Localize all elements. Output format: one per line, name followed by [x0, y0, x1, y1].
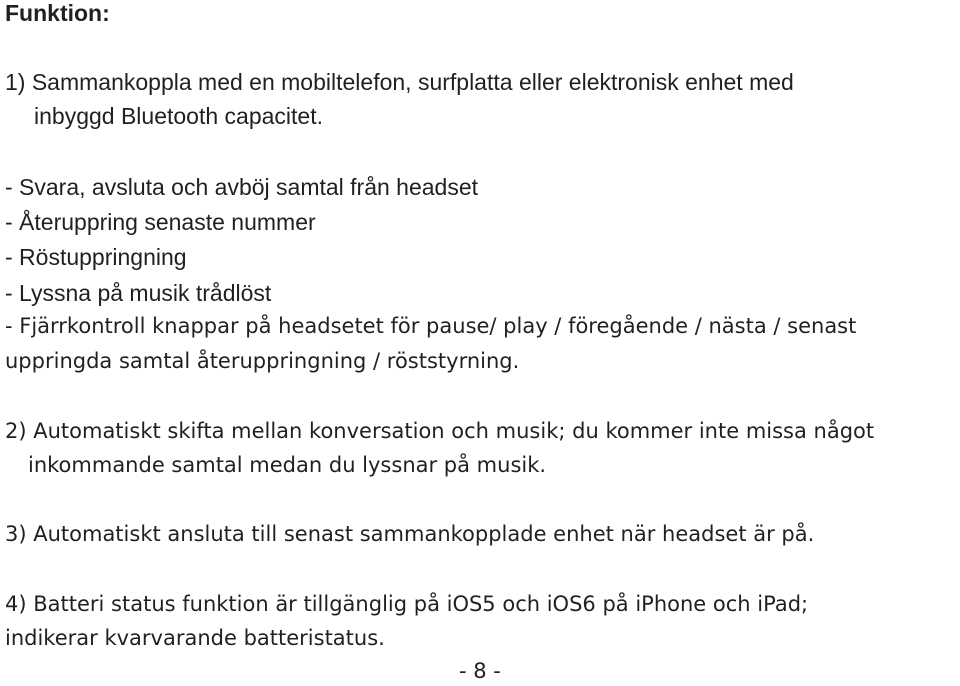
bullet-wireless-music: - Lyssna på musik trådlöst [5, 280, 272, 306]
item-1-line-2: inbyggd Bluetooth capacitet. [34, 103, 323, 129]
page-number: - 8 - [459, 659, 501, 683]
section-heading: Funktion: [5, 0, 110, 26]
item-2-line-1: 2) Automatiskt skifta mellan konversation och musik; du kommer inte missa något [5, 419, 875, 443]
item-3-line-1: 3) Automatiskt ansluta till senast sammankopplade enhet när headset är på. [5, 522, 815, 546]
item-4-line-1: 4) Batteri status funktion är tillgänglig på iOS5 och iOS6 på iPhone och iPad; [5, 592, 809, 616]
bullet-redial: - Återuppring senaste nummer [5, 209, 316, 235]
item-1-line-1: 1) Sammankoppla med en mobiltelefon, surfplatta eller elektronisk enhet med [5, 69, 794, 95]
bullet-voice-dial: - Röstuppringning [5, 244, 187, 270]
remote-line-2: uppringda samtal återuppringning / röststyrning. [5, 349, 520, 373]
item-4-line-2: indikerar kvarvarande batteristatus. [5, 626, 385, 650]
item-2-line-2: inkommande samtal medan du lyssnar på musik. [28, 453, 547, 477]
remote-line-1: - Fjärrkontroll knappar på headsetet för pause/ play / föregående / nästa / senast [5, 314, 857, 338]
bullet-answer-calls: - Svara, avsluta och avböj samtal från headset [5, 174, 479, 200]
